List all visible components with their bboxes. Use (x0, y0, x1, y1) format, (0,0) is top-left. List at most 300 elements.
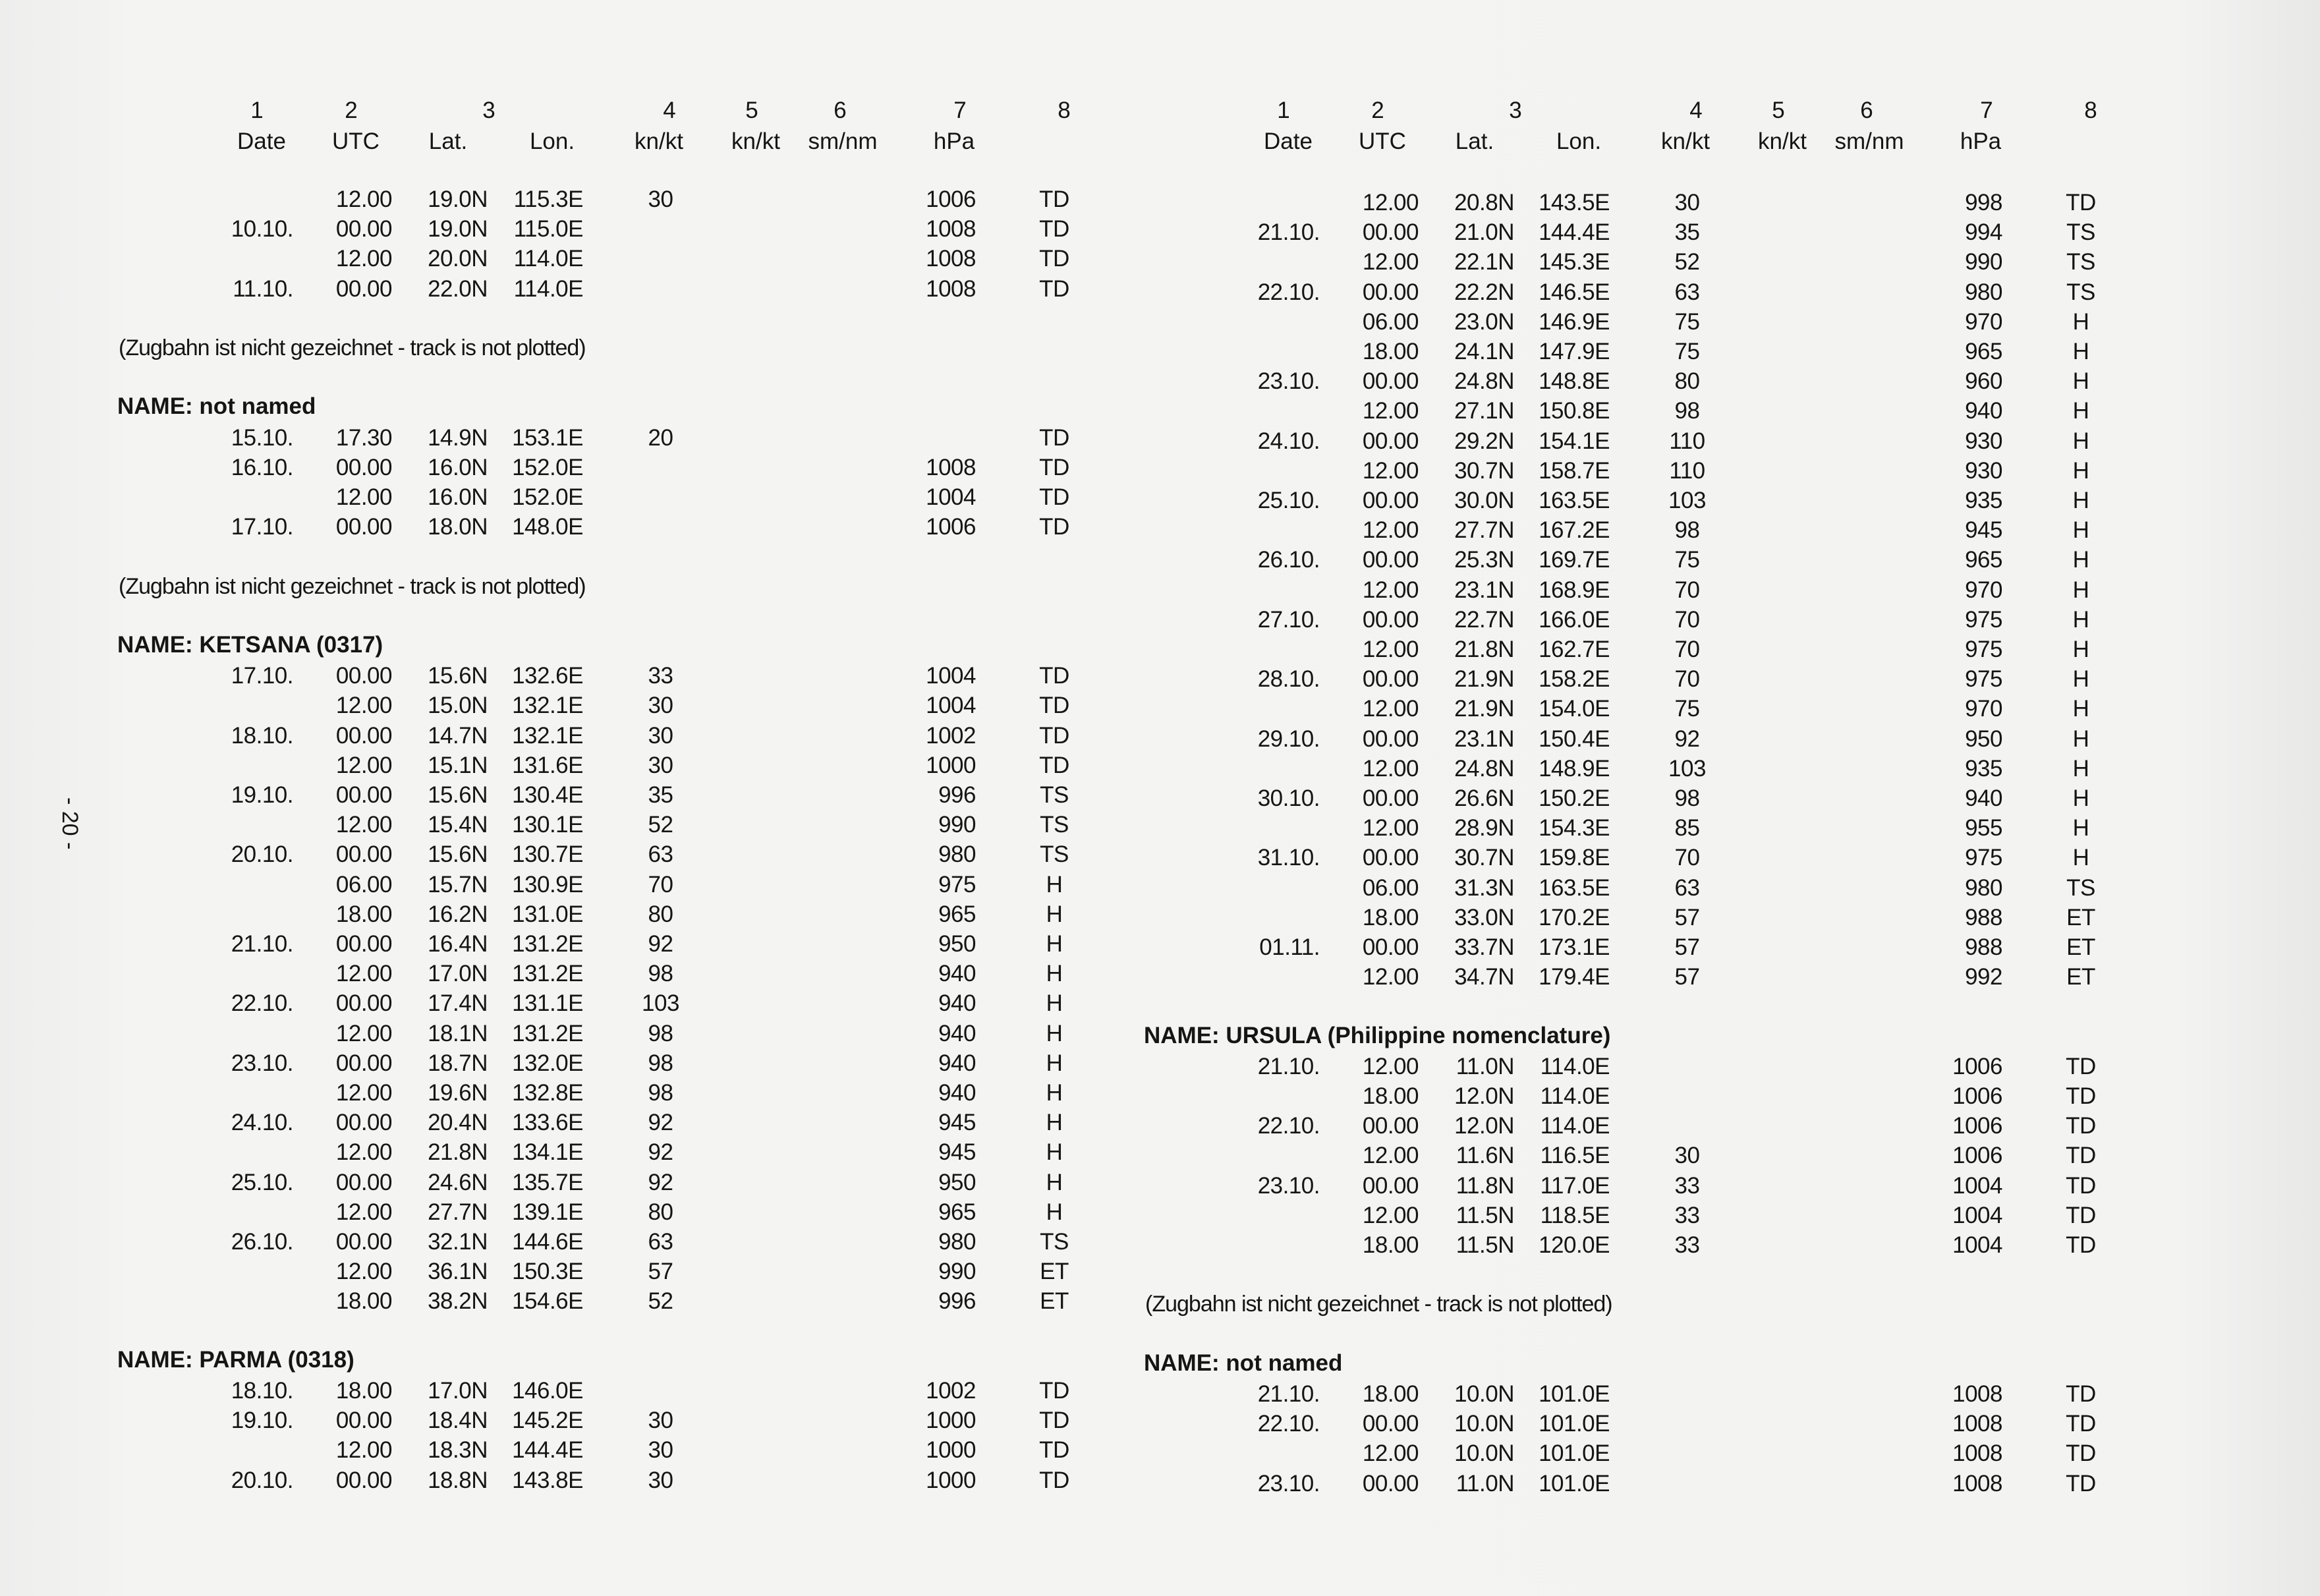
storm-type-cell: TD (2066, 1411, 2096, 1437)
pressure-cell: 975 (938, 871, 976, 898)
longitude-cell: 150.8E (1539, 398, 1610, 424)
date-cell: 22.10. (1257, 1411, 1320, 1437)
storm-type-cell: TS (1040, 782, 1069, 808)
date-cell: 26.10. (1257, 547, 1320, 573)
latitude-cell: 27.7N (428, 1199, 488, 1225)
pressure-cell: 975 (1965, 845, 2002, 871)
longitude-cell: 145.2E (512, 1408, 583, 1434)
latitude-cell: 22.2N (1454, 279, 1514, 305)
longitude-cell: 115.0E (513, 216, 583, 242)
wind-knots-cell: 70 (1674, 845, 1700, 871)
track-row (1027, 962, 2147, 992)
utc-cell: 12.00 (1362, 577, 1419, 603)
latitude-cell: 20.0N (428, 246, 488, 272)
column-label-header: sm/nm (808, 128, 878, 154)
longitude-cell: 101.0E (1539, 1470, 1610, 1496)
wind-knots-cell: 92 (648, 931, 673, 957)
wind-knots-cell: 75 (1674, 339, 1700, 364)
track-row (0, 512, 1120, 542)
latitude-cell: 21.8N (428, 1139, 488, 1166)
longitude-cell: 132.8E (512, 1080, 583, 1106)
longitude-cell: 133.6E (512, 1110, 583, 1136)
latitude-cell: 11.0N (1456, 1053, 1514, 1079)
pressure-cell: 980 (938, 841, 976, 868)
track-row (1027, 1230, 2147, 1260)
latitude-cell: 15.6N (428, 663, 488, 689)
wind-knots-cell: 103 (642, 990, 679, 1017)
column-label-header: Lat. (1455, 128, 1494, 154)
column-number-header: 8 (1058, 98, 1071, 123)
pressure-cell: 935 (1965, 755, 2002, 782)
storm-type-cell: H (2072, 457, 2089, 484)
longitude-cell: 130.4E (512, 782, 583, 808)
utc-cell: 00.00 (335, 275, 392, 302)
wind-knots-cell: 98 (648, 1050, 673, 1076)
latitude-cell: 12.0N (1454, 1083, 1514, 1109)
pressure-cell: 988 (1965, 904, 2002, 930)
pressure-cell: 1008 (926, 216, 976, 242)
wind-knots-cell: 30 (648, 693, 673, 719)
utc-cell: 00.00 (335, 782, 392, 808)
pressure-cell: 1000 (926, 1467, 976, 1493)
latitude-cell: 27.1N (1454, 398, 1514, 424)
latitude-cell: 14.7N (428, 722, 488, 749)
longitude-cell: 166.0E (1539, 606, 1610, 633)
date-cell: 28.10. (1257, 666, 1320, 693)
utc-cell: 12.00 (1362, 815, 1419, 841)
utc-cell: 00.00 (1362, 428, 1419, 454)
pressure-cell: 1008 (926, 454, 976, 480)
latitude-cell: 23.0N (1454, 308, 1514, 335)
storm-type-cell: TS (1040, 841, 1069, 868)
pressure-cell: 975 (1965, 666, 2002, 693)
storm-type-cell: TD (1039, 186, 1069, 212)
utc-cell: 00.00 (1362, 1411, 1419, 1437)
utc-cell: 06.00 (335, 871, 392, 898)
column-number-header: 1 (250, 98, 264, 123)
utc-cell: 12.00 (335, 246, 392, 272)
longitude-cell: 101.0E (1539, 1440, 1610, 1467)
pressure-cell: 990 (938, 1259, 976, 1285)
longitude-cell: 101.0E (1539, 1381, 1610, 1407)
latitude-cell: 23.1N (1454, 726, 1514, 752)
date-cell: 21.10. (1257, 219, 1320, 246)
storm-type-cell: TD (1039, 216, 1069, 242)
longitude-cell: 143.8E (512, 1467, 583, 1493)
track-row (1027, 605, 2147, 635)
track-row (1027, 843, 2147, 872)
utc-cell: 12.00 (335, 812, 392, 838)
track-row (1027, 1141, 2147, 1170)
track-row (0, 810, 1120, 840)
pressure-cell: 940 (1965, 785, 2002, 811)
column-number-header: 3 (482, 98, 495, 123)
longitude-cell: 131.6E (512, 752, 583, 778)
longitude-cell: 150.3E (512, 1259, 583, 1285)
utc-cell: 00.00 (335, 663, 392, 689)
wind-knots-cell: 30 (648, 1437, 673, 1464)
latitude-cell: 28.9N (1454, 815, 1514, 841)
wind-knots-cell: 70 (1674, 577, 1700, 603)
track-row (0, 1227, 1120, 1257)
pressure-cell: 1004 (926, 693, 976, 719)
longitude-cell: 131.0E (512, 901, 583, 927)
pressure-cell: 940 (1965, 398, 2002, 424)
storm-type-cell: TD (1039, 663, 1069, 689)
storm-type-cell: TD (1039, 1437, 1069, 1464)
track-row (0, 1048, 1120, 1078)
utc-cell: 12.00 (335, 1199, 392, 1225)
pressure-cell: 950 (938, 931, 976, 957)
latitude-cell: 20.8N (1454, 190, 1514, 215)
date-cell: 15.10. (231, 424, 293, 451)
latitude-cell: 31.3N (1454, 874, 1514, 901)
utc-cell: 06.00 (1362, 308, 1419, 335)
utc-cell: 12.00 (335, 1259, 392, 1285)
wind-knots-cell: 30 (648, 1467, 673, 1493)
wind-knots-cell: 30 (648, 722, 673, 749)
track-row (1027, 694, 2147, 724)
pressure-cell: 940 (938, 1020, 976, 1046)
pressure-cell: 930 (1965, 457, 2002, 484)
longitude-cell: 134.1E (512, 1139, 583, 1166)
utc-cell: 00.00 (335, 1229, 392, 1255)
latitude-cell: 22.1N (1454, 249, 1514, 275)
date-cell: 17.10. (231, 514, 293, 540)
column-label-header: kn/kt (1758, 128, 1807, 154)
longitude-cell: 130.7E (512, 841, 583, 868)
pressure-cell: 992 (1965, 964, 2002, 990)
utc-cell: 00.00 (335, 1467, 392, 1493)
longitude-cell: 117.0E (1540, 1172, 1610, 1199)
storm-type-cell: ET (1040, 1288, 1069, 1315)
left-column (0, 0, 1146, 1596)
wind-knots-cell: 57 (1674, 964, 1700, 990)
storm-type-cell: ET (2066, 934, 2095, 960)
utc-cell: 00.00 (1362, 279, 1419, 305)
utc-cell: 00.00 (1362, 1113, 1419, 1139)
latitude-cell: 11.5N (1456, 1232, 1514, 1258)
latitude-cell: 23.1N (1454, 577, 1514, 603)
longitude-cell: 130.9E (512, 871, 583, 898)
latitude-cell: 24.6N (428, 1169, 488, 1195)
latitude-cell: 15.6N (428, 841, 488, 868)
utc-cell: 00.00 (335, 1169, 392, 1195)
storm-type-cell: H (2072, 339, 2089, 364)
pressure-cell: 996 (938, 1288, 976, 1315)
pressure-cell: 1008 (1952, 1411, 2002, 1437)
wind-knots-cell: 33 (648, 663, 673, 689)
track-row (0, 1019, 1120, 1048)
utc-cell: 12.00 (335, 693, 392, 719)
storm-type-cell: TD (2066, 1232, 2096, 1258)
track-row (0, 870, 1120, 899)
date-cell: 31.10. (1257, 845, 1320, 871)
pressure-cell: 1002 (926, 1378, 976, 1404)
utc-cell: 00.00 (335, 514, 392, 540)
wind-knots-cell: 75 (1674, 308, 1700, 335)
track-row (0, 1197, 1120, 1227)
storm-type-cell: H (2072, 726, 2089, 752)
pressure-cell: 1004 (1952, 1202, 2002, 1228)
latitude-cell: 11.8N (1456, 1172, 1514, 1199)
pressure-cell: 1006 (1952, 1143, 2002, 1169)
wind-knots-cell: 92 (1674, 726, 1700, 752)
longitude-cell: 143.5E (1539, 190, 1610, 215)
date-cell: 25.10. (231, 1169, 293, 1195)
longitude-cell: 139.1E (512, 1199, 583, 1225)
latitude-cell: 30.7N (1454, 457, 1514, 484)
longitude-cell: 114.0E (1540, 1053, 1610, 1079)
column-label-header: sm/nm (1834, 128, 1904, 154)
pressure-cell: 1008 (1952, 1440, 2002, 1467)
utc-cell: 18.00 (335, 1288, 392, 1315)
track-row (1027, 635, 2147, 664)
utc-cell: 00.00 (1362, 1172, 1419, 1199)
track-row (0, 929, 1120, 959)
track-row (0, 1435, 1120, 1465)
pressure-cell: 980 (938, 1229, 976, 1255)
date-cell: 11.10. (233, 275, 293, 302)
pressure-cell: 930 (1965, 428, 2002, 454)
date-cell: 24.10. (231, 1110, 293, 1136)
date-cell: 23.10. (1257, 1172, 1320, 1199)
pressure-cell: 1004 (1952, 1232, 2002, 1258)
pressure-cell: 965 (938, 1199, 976, 1225)
storm-type-cell: H (2072, 577, 2089, 603)
pressure-cell: 980 (1965, 874, 2002, 901)
storm-type-cell: TD (2066, 1381, 2096, 1407)
pressure-cell: 935 (1965, 488, 2002, 513)
date-cell: 20.10. (231, 1467, 293, 1493)
pressure-cell: 1004 (926, 484, 976, 510)
column-number-header: 4 (663, 98, 676, 123)
track-row (0, 244, 1120, 273)
date-cell: 25.10. (1257, 488, 1320, 513)
longitude-cell: 170.2E (1539, 904, 1610, 930)
utc-cell: 18.00 (335, 1378, 392, 1404)
pressure-cell: 1004 (926, 663, 976, 689)
latitude-cell: 36.1N (428, 1259, 488, 1285)
latitude-cell: 24.1N (1454, 339, 1514, 364)
date-cell: 19.10. (231, 782, 293, 808)
pressure-cell: 950 (1965, 726, 2002, 752)
pressure-cell: 970 (1965, 308, 2002, 335)
latitude-cell: 21.0N (1454, 219, 1514, 246)
column-label-header: UTC (332, 128, 380, 154)
utc-cell: 00.00 (1362, 606, 1419, 633)
pressure-cell: 1008 (1952, 1381, 2002, 1407)
track-row (1027, 515, 2147, 545)
storm-type-cell: TD (1039, 1378, 1069, 1404)
utc-cell: 00.00 (1362, 726, 1419, 752)
wind-knots-cell: 103 (1668, 755, 1706, 782)
longitude-cell: 162.7E (1539, 637, 1610, 662)
latitude-cell: 33.7N (1454, 934, 1514, 960)
longitude-cell: 146.0E (512, 1378, 583, 1404)
column-label-header: Date (237, 128, 286, 154)
latitude-cell: 17.0N (428, 961, 488, 987)
storm-name-heading: NAME: URSULA (Philippine nomenclature) (1144, 1022, 1611, 1048)
track-row (1027, 1171, 2147, 1201)
pressure-cell: 965 (1965, 547, 2002, 573)
track-row (1027, 456, 2147, 486)
column-number-header: 4 (1689, 98, 1703, 123)
storm-type-cell: H (2072, 368, 2089, 395)
wind-knots-cell: 20 (648, 424, 673, 451)
storm-type-cell: H (1046, 1139, 1063, 1166)
latitude-cell: 15.1N (428, 752, 488, 778)
longitude-cell: 169.7E (1539, 547, 1610, 573)
wind-knots-cell: 98 (648, 1080, 673, 1106)
latitude-cell: 20.4N (428, 1110, 488, 1136)
latitude-cell: 15.6N (428, 782, 488, 808)
utc-cell: 00.00 (335, 990, 392, 1017)
latitude-cell: 11.0N (1456, 1470, 1514, 1496)
column-number-header: 8 (2084, 98, 2097, 123)
storm-type-cell: H (2072, 845, 2089, 871)
storm-type-cell: H (2072, 308, 2089, 335)
storm-type-cell: H (2072, 488, 2089, 513)
latitude-cell: 30.7N (1454, 845, 1514, 871)
wind-knots-cell: 110 (1669, 428, 1705, 454)
track-row (0, 1078, 1120, 1108)
latitude-cell: 17.0N (428, 1378, 488, 1404)
column-label-header: Lon. (529, 128, 575, 154)
track-row (1027, 545, 2147, 575)
track-row (1027, 337, 2147, 366)
track-row (1027, 1052, 2147, 1081)
storm-type-cell: TS (1040, 812, 1069, 838)
latitude-cell: 18.4N (428, 1408, 488, 1434)
track-row (1027, 1379, 2147, 1409)
wind-knots-cell: 70 (1674, 666, 1700, 693)
pressure-cell: 940 (938, 1050, 976, 1076)
longitude-cell: 154.1E (1539, 428, 1610, 454)
pressure-cell: 988 (1965, 934, 2002, 960)
column-label-header: hPa (933, 128, 975, 154)
track-not-plotted-note: (Zugbahn ist nicht gezeichnet - track is not plotted) (119, 573, 586, 599)
latitude-cell: 18.1N (428, 1020, 488, 1046)
utc-cell: 12.00 (1362, 457, 1419, 484)
date-cell: 18.10. (231, 722, 293, 749)
latitude-cell: 33.0N (1454, 904, 1514, 930)
track-row (0, 1466, 1120, 1495)
utc-cell: 18.00 (1362, 904, 1419, 930)
track-not-plotted-note: (Zugbahn ist nicht gezeichnet - track is not plotted) (119, 335, 586, 360)
longitude-cell: 144.6E (512, 1229, 583, 1255)
date-cell: 29.10. (1257, 726, 1320, 752)
date-cell: 01.11. (1259, 934, 1320, 960)
track-row (1027, 247, 2147, 277)
date-cell: 21.10. (1257, 1053, 1320, 1079)
wind-knots-cell: 57 (1674, 934, 1700, 960)
latitude-cell: 15.4N (428, 812, 488, 838)
utc-cell: 12.00 (1362, 1143, 1419, 1169)
utc-cell: 12.00 (1362, 1053, 1419, 1079)
column-number-header: 2 (345, 98, 358, 123)
longitude-cell: 154.0E (1539, 696, 1610, 722)
wind-knots-cell: 70 (1674, 606, 1700, 633)
longitude-cell: 118.5E (1540, 1202, 1610, 1228)
storm-type-cell: TD (2066, 1440, 2096, 1467)
utc-cell: 18.00 (1362, 1381, 1419, 1407)
storm-type-cell: TD (1039, 1467, 1069, 1493)
wind-knots-cell: 98 (648, 961, 673, 987)
latitude-cell: 38.2N (428, 1288, 488, 1315)
latitude-cell: 21.9N (1454, 696, 1514, 722)
storm-type-cell: H (1046, 871, 1063, 898)
storm-type-cell: TD (2066, 1083, 2096, 1109)
column-label-header: Lat. (428, 128, 468, 154)
utc-cell: 00.00 (1362, 934, 1419, 960)
wind-knots-cell: 52 (1674, 249, 1700, 275)
wind-knots-cell: 30 (1674, 190, 1700, 215)
storm-name-heading: NAME: PARMA (0318) (117, 1346, 354, 1373)
column-label-header: Lon. (1556, 128, 1602, 154)
wind-knots-cell: 98 (1674, 398, 1700, 424)
storm-type-cell: TS (2066, 279, 2095, 305)
utc-cell: 12.00 (335, 1020, 392, 1046)
track-row (0, 1406, 1120, 1435)
latitude-cell: 16.0N (428, 484, 488, 510)
utc-cell: 00.00 (1362, 666, 1419, 693)
pressure-cell: 940 (938, 990, 976, 1017)
longitude-cell: 154.6E (512, 1288, 583, 1315)
track-row (1027, 396, 2147, 426)
wind-knots-cell: 103 (1668, 488, 1706, 513)
latitude-cell: 22.0N (428, 275, 488, 302)
longitude-cell: 179.4E (1539, 964, 1610, 990)
track-row (1027, 575, 2147, 605)
storm-type-cell: H (2072, 428, 2089, 454)
utc-cell: 12.00 (1362, 964, 1419, 990)
pressure-cell: 975 (1965, 637, 2002, 662)
latitude-cell: 17.4N (428, 990, 488, 1017)
utc-cell: 12.00 (335, 186, 392, 212)
track-row (1027, 784, 2147, 813)
utc-cell: 17.30 (335, 424, 392, 451)
storm-type-cell: ET (1040, 1259, 1069, 1285)
longitude-cell: 168.9E (1539, 577, 1610, 603)
longitude-cell: 163.5E (1539, 488, 1610, 513)
track-row (0, 1168, 1120, 1197)
longitude-cell: 154.3E (1539, 815, 1610, 841)
storm-type-cell: TD (1039, 275, 1069, 302)
storm-name-heading: NAME: KETSANA (0317) (117, 632, 383, 658)
wind-knots-cell: 52 (648, 812, 673, 838)
utc-cell: 00.00 (1362, 488, 1419, 513)
utc-cell: 12.00 (1362, 1440, 1419, 1467)
pressure-cell: 970 (1965, 696, 2002, 722)
track-row (0, 1257, 1120, 1286)
utc-cell: 12.00 (1362, 755, 1419, 782)
longitude-cell: 150.2E (1539, 785, 1610, 811)
track-row (1027, 903, 2147, 932)
wind-knots-cell: 63 (1674, 279, 1700, 305)
track-row (1027, 664, 2147, 694)
wind-knots-cell: 75 (1674, 696, 1700, 722)
pressure-cell: 945 (1965, 517, 2002, 544)
date-cell: 18.10. (231, 1378, 293, 1404)
wind-knots-cell: 98 (1674, 785, 1700, 811)
pressure-cell: 1008 (1952, 1470, 2002, 1496)
track-row (0, 840, 1120, 869)
track-row (1027, 217, 2147, 247)
utc-cell: 12.00 (335, 1139, 392, 1166)
storm-type-cell: H (2072, 637, 2089, 662)
track-not-plotted-note: (Zugbahn ist nicht gezeichnet - track is not plotted) (1145, 1292, 1612, 1317)
